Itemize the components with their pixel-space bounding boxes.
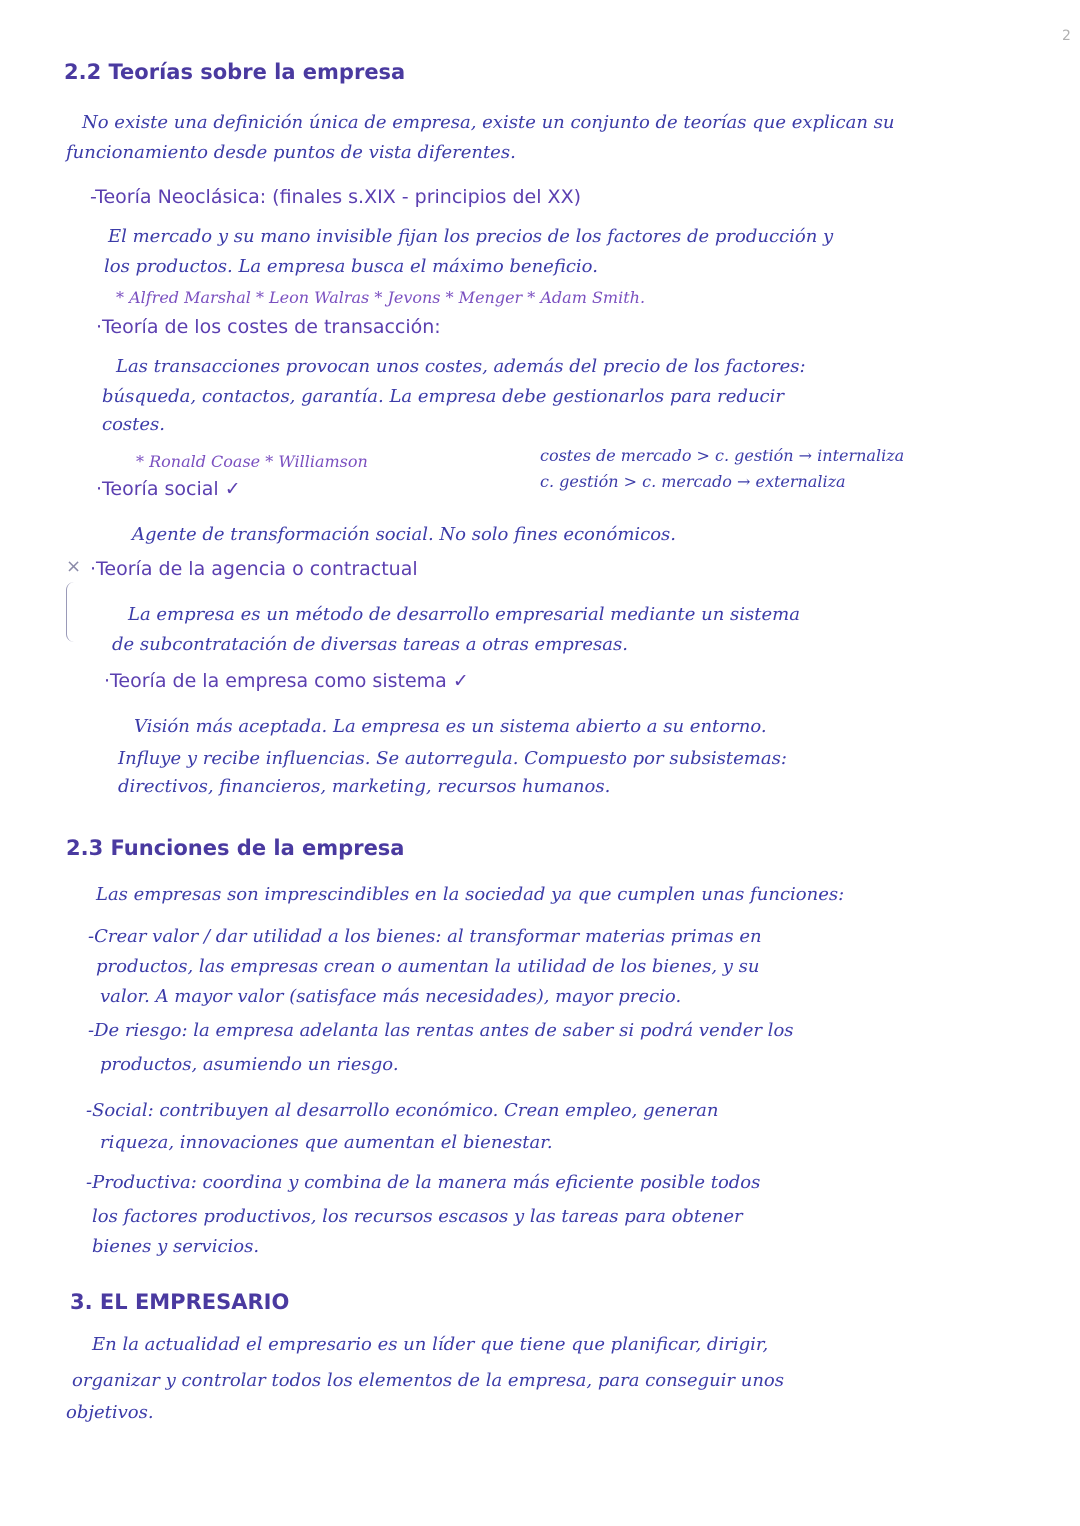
section-3-title: 3. EL EMPRESARIO bbox=[70, 1290, 290, 1314]
sistema-line-2: Influye y recibe influencias. Se autorregula. Compuesto por subsistemas: bbox=[118, 748, 787, 769]
costes-authors: * Ronald Coase * Williamson bbox=[136, 452, 368, 471]
agencia-line-1: La empresa es un método de desarrollo empresarial mediante un sistema bbox=[128, 604, 800, 625]
neoclasica-line-2: los productos. La empresa busca el máximo beneficio. bbox=[104, 256, 598, 277]
funciones-line-2: productos, las empresas crean o aumentan la utilidad de los bienes, y su bbox=[96, 956, 760, 977]
empresario-line-3: objetivos. bbox=[66, 1402, 154, 1423]
empresario-line-2: organizar y controlar todos los elementos de la empresa, para conseguir unos bbox=[72, 1370, 785, 1391]
costes-line-2: búsqueda, contactos, garantía. La empresa debe gestionarlos para reducir bbox=[102, 386, 784, 407]
funciones-intro: Las empresas son imprescindibles en la sociedad ya que cumplen unas funciones: bbox=[96, 884, 845, 905]
section-2-2-title: 2.2 Teorías sobre la empresa bbox=[64, 60, 406, 84]
neoclasica-line-1: El mercado y su mano invisible fijan los precios de los factores de producción y bbox=[108, 226, 834, 247]
page-number: 2 bbox=[1062, 28, 1071, 44]
section-2-3-title: 2.3 Funciones de la empresa bbox=[66, 836, 405, 860]
costes-heading: ·Teoría de los costes de transacción: bbox=[96, 316, 441, 338]
funciones-line-3: valor. A mayor valor (satisface más necesidades), mayor precio. bbox=[100, 986, 682, 1007]
sistema-line-3: directivos, financieros, marketing, recursos humanos. bbox=[118, 776, 611, 797]
costes-line-1: Las transacciones provocan unos costes, además del precio de los factores: bbox=[116, 356, 806, 377]
social-heading: ·Teoría social ✓ bbox=[96, 478, 241, 500]
neoclasica-authors: * Alfred Marshal * Leon Walras * Jevons * Menger * Adam Smith. bbox=[116, 288, 646, 307]
funciones-line-8: -Productiva: coordina y combina de la manera más eficiente posible todos bbox=[86, 1172, 761, 1193]
funciones-line-5: productos, asumiendo un riesgo. bbox=[100, 1054, 399, 1075]
agencia-cross-mark: × bbox=[66, 556, 82, 577]
funciones-line-1: -Crear valor / dar utilidad a los bienes: al transformar materias primas en bbox=[88, 926, 762, 947]
intro-line-1: No existe una definición única de empresa, existe un conjunto de teorías que explican su bbox=[82, 112, 895, 133]
funciones-line-4: -De riesgo: la empresa adelanta las rentas antes de saber si podrá vender los bbox=[88, 1020, 794, 1041]
sistema-line-1: Visión más aceptada. La empresa es un sistema abierto a su entorno. bbox=[134, 716, 767, 737]
intro-line-2: funcionamiento desde puntos de vista diferentes. bbox=[66, 142, 516, 163]
neoclasica-heading: -Teoría Neoclásica: (finales s.XIX - principios del XX) bbox=[90, 186, 581, 208]
funciones-line-9: los factores productivos, los recursos escasos y las tareas para obtener bbox=[92, 1206, 743, 1227]
costes-rule-1: costes de mercado > c. gestión → internaliza bbox=[540, 446, 905, 465]
funciones-line-7: riqueza, innovaciones que aumentan el bienestar. bbox=[100, 1132, 553, 1153]
agencia-line-2: de subcontratación de diversas tareas a otras empresas. bbox=[112, 634, 628, 655]
social-line: Agente de transformación social. No solo fines económicos. bbox=[132, 524, 677, 545]
funciones-line-10: bienes y servicios. bbox=[92, 1236, 260, 1257]
agencia-heading: ·Teoría de la agencia o contractual bbox=[90, 558, 418, 580]
funciones-line-6: -Social: contribuyen al desarrollo económico. Crean empleo, generan bbox=[86, 1100, 719, 1121]
empresario-line-1: En la actualidad el empresario es un líder que tiene que planificar, dirigir, bbox=[92, 1334, 769, 1355]
sistema-heading: ·Teoría de la empresa como sistema ✓ bbox=[104, 670, 469, 692]
costes-line-3: costes. bbox=[102, 414, 165, 435]
costes-rule-2: c. gestión > c. mercado → externaliza bbox=[540, 472, 846, 491]
agencia-bracket bbox=[66, 582, 79, 642]
